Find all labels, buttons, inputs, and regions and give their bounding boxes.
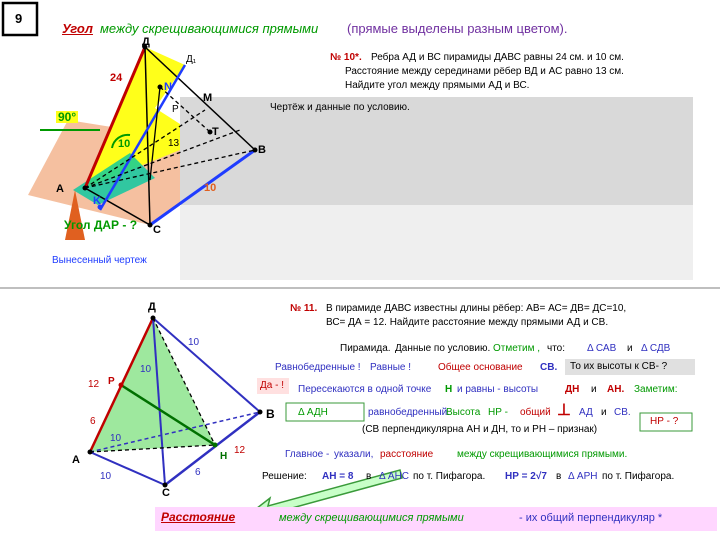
p11-reason: (СВ перпендикулярна АН и ДН, то и РН – признак)	[362, 424, 598, 435]
problem10-line1: Ребра АД и ВС пирамиды ДАВС равны 24 см. и 10 см.	[371, 52, 624, 63]
conclusion-word: Расстояние	[161, 510, 236, 524]
slide-number: 9	[15, 11, 23, 26]
p11-notice: Заметим:	[634, 384, 678, 395]
p11-common: общий	[520, 407, 551, 418]
label-C: С	[153, 224, 161, 236]
p11-heights-q: То их высоты к СВ- ?	[570, 361, 668, 372]
p11-and3: и	[601, 407, 607, 418]
p11-hp: НР -	[488, 407, 508, 418]
p11-perp: ⊥	[557, 402, 571, 419]
angle-question: Угол ДАР - ?	[64, 218, 138, 232]
p11-hp-val: НР = 2√7	[505, 471, 547, 482]
p11-solution: Решение:	[262, 471, 307, 482]
b-e10-top: 10	[188, 337, 200, 348]
angle-90: 90°	[58, 110, 77, 124]
label-D1: Д₁	[186, 54, 197, 65]
b-e6-left: 6	[90, 416, 96, 427]
p11-intersect-b: и равны - высоты	[457, 384, 539, 395]
label-M: M	[203, 92, 213, 104]
label-A: А	[56, 183, 64, 195]
problem10-line2: Расстояние между серединами рёбер ВД и АС равно 13 см.	[345, 66, 624, 77]
p11-da: Да - !	[260, 380, 284, 391]
p11-in2: в	[556, 471, 562, 482]
bottom-pyramid-figure	[88, 316, 263, 488]
problem10-box-bg	[268, 97, 693, 205]
b-label-P: Р	[108, 376, 115, 387]
problem11-line1: В пирамиде ДАВС известны длины рёбер: АВ= АС= ДВ= ДС=10,	[326, 303, 627, 314]
p11-data: Данные по условию.	[395, 343, 491, 354]
label-B: В	[258, 144, 266, 156]
problem10-box-bg2	[180, 205, 693, 280]
b-e12-right: 12	[234, 445, 246, 456]
p11-pyth1: по т. Пифагора.	[413, 471, 486, 482]
p11-pyramid: Пирамида.	[340, 343, 391, 354]
b-label-C: С	[162, 487, 170, 499]
p11-tri1: Δ САВ	[587, 343, 617, 354]
b-e10-mid: 10	[140, 364, 152, 375]
b-e6-right: 6	[195, 467, 201, 478]
p11-tri2: Δ СДВ	[641, 343, 671, 354]
p11-main-b: указали,	[334, 449, 374, 460]
label-10a: 10	[118, 138, 131, 150]
p11-main-d: между скрещивающимися прямыми.	[457, 449, 628, 460]
problem11-line2: ВС= ДА = 12. Найдите расстояние между прямыми АД и СВ.	[326, 317, 609, 328]
p11-and2: и	[591, 384, 597, 395]
p11-equal: Равные !	[370, 362, 412, 373]
top-grey-panel	[180, 97, 270, 215]
b-label-A: А	[72, 454, 80, 466]
problem11-num: № 11.	[290, 303, 318, 314]
b-label-D: Д	[148, 301, 156, 313]
label-K: K	[93, 195, 101, 207]
p11-tri-arh: Δ АРН	[568, 471, 598, 482]
p11-ah: АН.	[607, 384, 625, 395]
p11-and1: и	[627, 343, 633, 354]
conclusion-tail: - их общий перпендикуляр *	[519, 512, 663, 524]
b-e12-left: 12	[88, 379, 100, 390]
problem10-num: № 10*.	[330, 52, 362, 63]
p11-main-c: расстояние	[380, 449, 434, 460]
p11-ad: АД	[579, 407, 593, 418]
p11-dh: ДН	[565, 384, 580, 395]
p11-pyth2: по т. Пифагора.	[602, 471, 675, 482]
p11-isosceles: Равнобедренные !	[275, 362, 361, 373]
p11-common-base: Общее основание	[438, 362, 523, 373]
p11-what: что:	[547, 343, 566, 354]
p11-height: Высота	[446, 407, 481, 418]
p11-in1: в	[366, 471, 372, 482]
label-10b: 10	[204, 182, 217, 194]
title-part2: между скрещивающимися прямыми	[100, 21, 319, 36]
label-D: Д	[142, 36, 150, 48]
p11-cb: СВ.	[540, 362, 558, 373]
label-T: T	[212, 126, 219, 138]
problem10-line3: Найдите угол между прямыми АД и ВС.	[345, 80, 530, 91]
p11-ah8: АН = 8	[322, 471, 354, 482]
p11-intersect-h: Н	[445, 384, 453, 395]
b-e10-inner: 10	[110, 433, 122, 444]
b-label-H: Н	[220, 451, 228, 462]
p11-tri-ahc: Δ АНС	[379, 471, 410, 482]
problem10-box-label: Чертёж и данные по условию.	[270, 102, 410, 113]
label-24: 24	[110, 72, 123, 84]
p11-main-a: Главное -	[285, 449, 330, 460]
p11-isosceles2: равнобедренный.	[368, 407, 451, 418]
top-caption: Вынесенный чертеж	[52, 255, 147, 266]
title-part1: Угол	[62, 21, 93, 36]
p11-tri-adh: Δ АДН	[298, 407, 328, 418]
p11-cb2: СВ.	[614, 407, 631, 418]
label-P: P	[172, 104, 179, 115]
b-e10-bottom: 10	[100, 471, 112, 482]
label-N: N	[164, 81, 172, 93]
label-13: 13	[168, 138, 180, 149]
conclusion-middle: между скрещивающимися прямыми	[279, 512, 464, 524]
title-note: (прямые выделены разным цветом).	[347, 21, 568, 36]
p11-hp-q: НР - ?	[650, 416, 679, 427]
p11-note-word: Отметим ,	[493, 343, 541, 354]
p11-intersect-a: Пересекаются в одной точке	[298, 384, 432, 395]
b-label-B: В	[266, 407, 275, 421]
